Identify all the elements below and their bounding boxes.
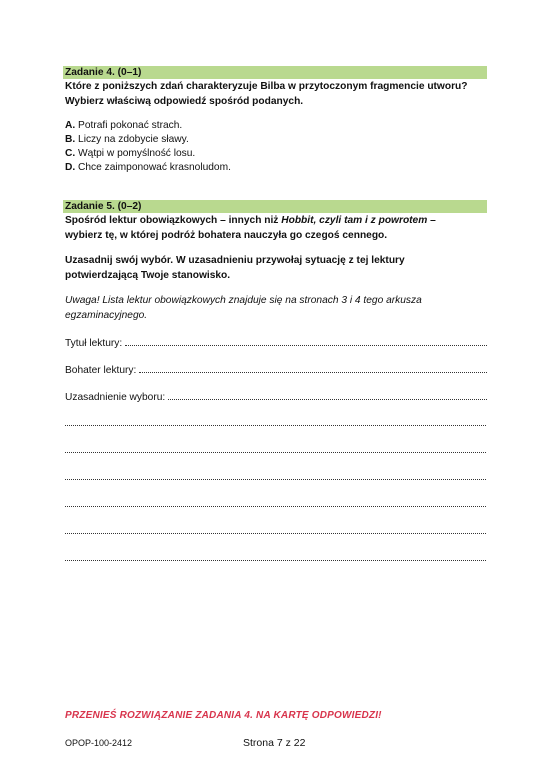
question-text-end: – <box>427 215 436 226</box>
task-5-instruction-line-1: Uzasadnij swój wybór. W uzasadnieniu przywołaj sytuację z tej lektury <box>65 255 405 266</box>
option-b[interactable] <box>65 133 189 146</box>
option-letter: A. <box>65 120 76 131</box>
task-5-instruction-line-2: potwierdzającą Twoje stanowisko. <box>65 270 231 281</box>
answer-line[interactable] <box>65 560 486 561</box>
task-5-note-line-2: egzaminacyjnego. <box>65 310 148 321</box>
option-letter: B. <box>65 134 76 145</box>
book-title-field[interactable] <box>65 335 487 349</box>
option-a[interactable] <box>65 119 182 132</box>
reason-field[interactable] <box>65 389 487 403</box>
hero-answer-line[interactable] <box>139 362 487 373</box>
task-5-question-line-1 <box>65 213 490 228</box>
task-4-question-line-1: Które z poniższych zdań charakteryzuje Bilba w przytoczonym fragmencie utworu? <box>65 81 468 92</box>
option-d[interactable] <box>65 161 231 174</box>
task-5-note-line-1: Uwaga! Lista lektur obowiązkowych znajduje się na stronach 3 i 4 tego arkusza <box>65 295 422 306</box>
option-text: Wątpi w pomyślność losu. <box>78 148 196 159</box>
answer-line[interactable] <box>65 506 486 507</box>
task-4-question-line-2: Wybierz właściwą odpowiedź spośród podanych. <box>65 96 304 107</box>
answer-line[interactable] <box>65 452 486 453</box>
task-5-question-line-2: wybierz tę, w której podróż bohatera nauczyła go czegoś cennego. <box>65 230 388 241</box>
task-5-header: Zadanie 5. (0–2) <box>63 200 487 213</box>
option-text: Potrafi pokonać strach. <box>78 120 183 131</box>
book-title-answer-line[interactable] <box>125 335 487 346</box>
task-5-question <box>65 213 490 243</box>
option-text: Chce zaimponować krasnoludom. <box>78 162 231 173</box>
option-letter: C. <box>65 148 76 159</box>
exam-code: OPOP-100-2412 <box>65 738 133 748</box>
book-title: Hobbit, czyli tam i z powrotem <box>281 215 428 226</box>
hero-field[interactable] <box>65 362 487 376</box>
answer-line[interactable] <box>65 533 486 534</box>
task-4-header: Zadanie 4. (0–1) <box>63 66 487 79</box>
task-5-instruction <box>65 253 490 283</box>
option-letter: D. <box>65 162 76 173</box>
book-title-label: Tytuł lektury: <box>65 338 123 349</box>
task-5-note <box>65 293 490 323</box>
question-text: Spośród lektur obowiązkowych – innych niż <box>65 215 282 226</box>
transfer-answer-note: PRZENIEŚ ROZWIĄZANIE ZADANIA 4. NA KARTĘ ODPOWIEDZI! <box>65 710 382 721</box>
hero-label: Bohater lektury: <box>65 365 137 376</box>
task-4-question <box>65 79 490 109</box>
page-number: Strona 7 z 22 <box>243 737 306 749</box>
option-c[interactable] <box>65 147 195 160</box>
reason-label: Uzasadnienie wyboru: <box>65 392 166 403</box>
option-text: Liczy na zdobycie sławy. <box>78 134 189 145</box>
answer-line[interactable] <box>65 425 486 426</box>
reason-answer-line[interactable] <box>168 389 487 400</box>
answer-line[interactable] <box>65 479 486 480</box>
